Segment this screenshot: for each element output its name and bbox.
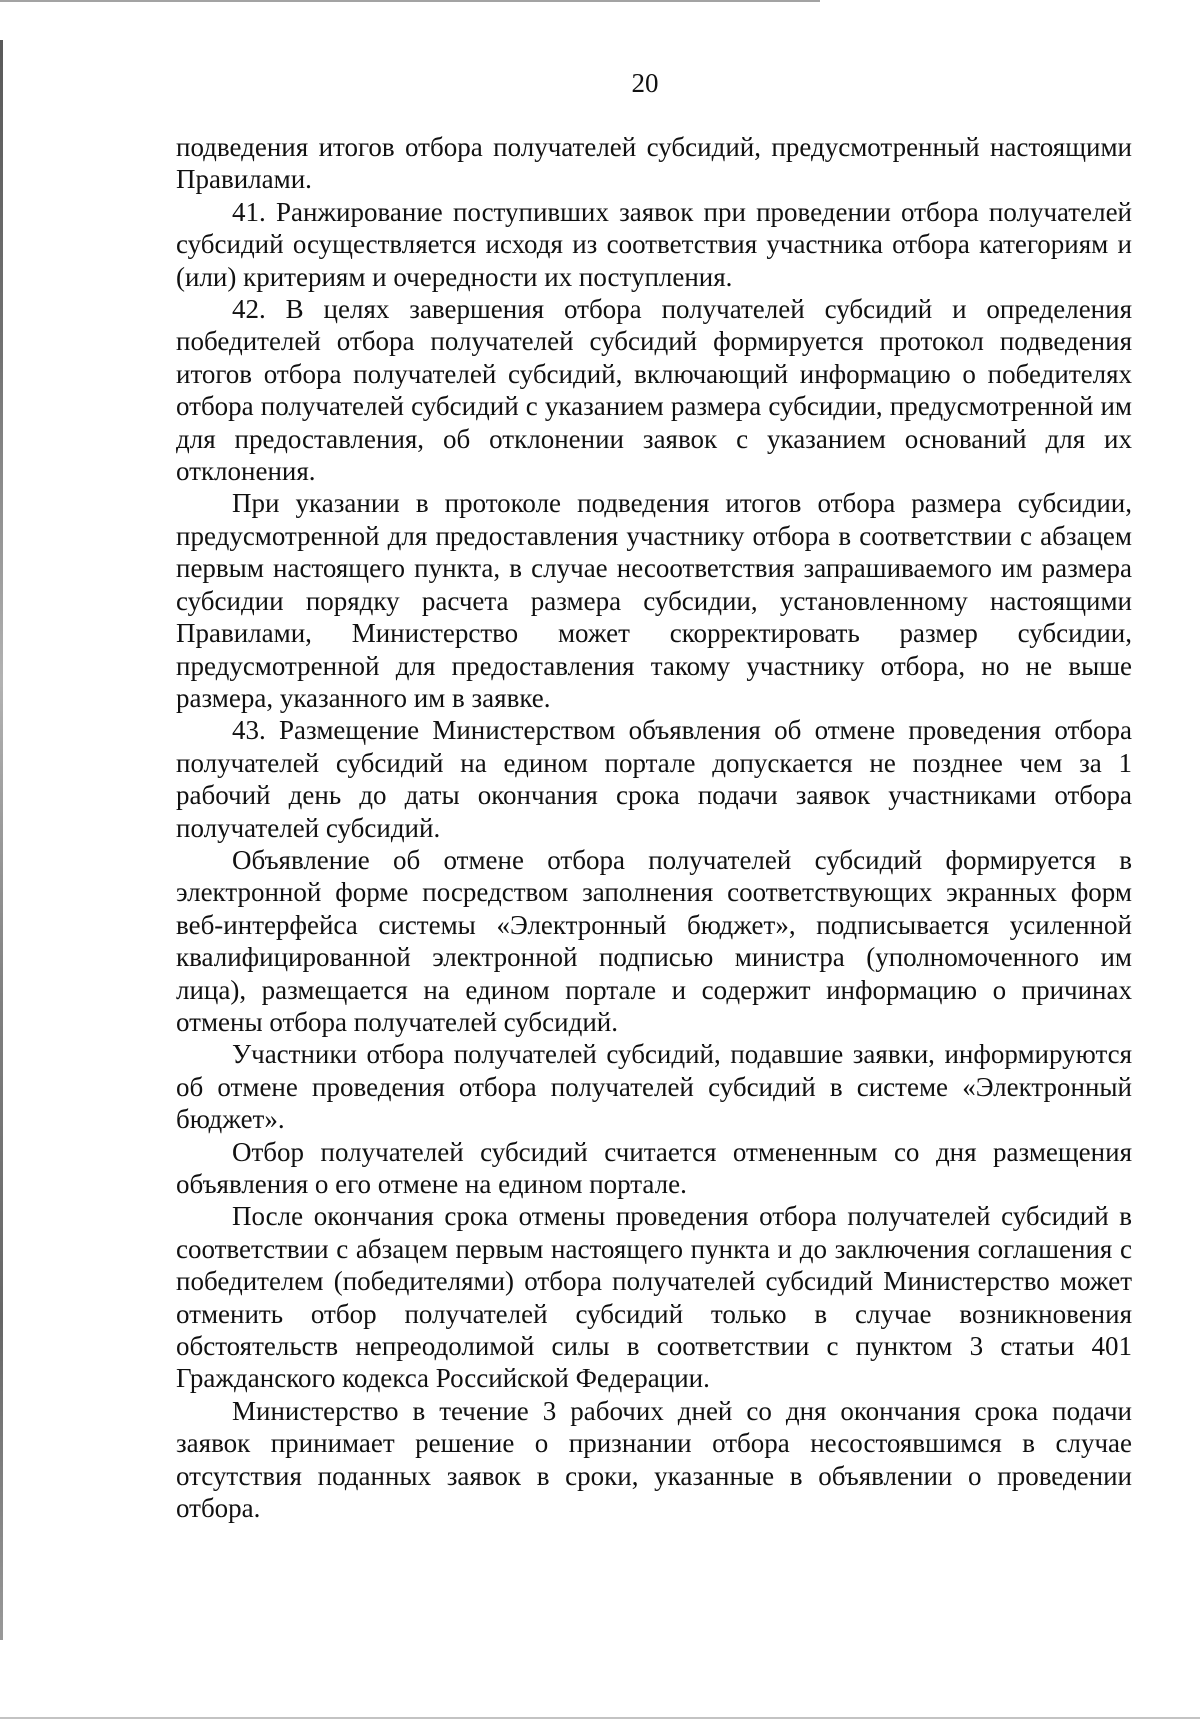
paragraph-clause-43-cancelled: Отбор получателей субсидий считается отмененным со дня размещения объявления о его отмене на едином портале. [176,1136,1132,1199]
scan-edge-left [0,40,3,1640]
paragraph-clause-42-protocol: При указании в протоколе подведения итогов отбора размера субсидии, предусмотренной для предоставления участнику отбора в соответствии с абзацем первым настоящего пункта, в случае несоответствия запрашиваемого им размера субсидии порядку расчета размера субсидии, установленному настоящими Правилами, Министерство может скорректировать размер субсидии, предусмотренной для предоставления такому участнику отбора, но не выше размера, указанного им в заявке. [176,488,1132,713]
paragraph-clause-43: 43. Размещение Министерством объявления об отмене проведения отбора получателей субсидий на едином портале допускается не позднее чем за 1 рабочий день до даты окончания срока подачи заявок участниками отбора получателей субсидий. [176,715,1132,843]
scan-edge-top [0,0,820,2]
paragraph-continuation: подведения итогов отбора получателей субсидий, предусмотренный настоящими Правилами. [176,132,1132,195]
paragraph-clause-41: 41. Ранжирование поступивших заявок при проведении отбора получателей субсидий осуществляется исходя из соответствия участника отбора категориям и (или) критериям и очередности их поступления. [176,196,1132,292]
paragraph-clause-43-participants: Участники отбора получателей субсидий, подавшие заявки, информируются об отмене проведения отбора получателей субсидий в системе «Электронный бюджет». [176,1039,1132,1135]
paragraph-clause-43-announcement: Объявление об отмене отбора получателей субсидий формируется в электронной форме посредством заполнения соответствующих экранных форм веб-интерфейса системы «Электронный бюджет», подписывается усиленной квалифицированной электронной подписью министра (уполномоченного им лица), размещается на едином портале и содержит информацию о причинах отмены отбора получателей субсидий. [176,844,1132,1037]
paragraph-clause-43-failed-selection: Министерство в течение 3 рабочих дней со дня окончания срока подачи заявок принимает решение о признании отбора несостоявшимся в случае отсутствия поданных заявок в сроки, указанные в объявлении о проведении отбора. [176,1395,1132,1524]
document-body [176,131,1132,1524]
paragraph-clause-43-force-majeure: После окончания срока отмены проведения отбора получателей субсидий в соответствии с абзацем первым настоящего пункта и до заключения соглашения с победителем (победителями) отбора получателей субсидий Министерство может отменить отбор получателей субсидий только в случае возникновения обстоятельств непреодолимой силы в соответствии с пунктом 3 статьи 401 Гражданского кодекса Российской Федерации. [176,1201,1132,1394]
paragraph-clause-42: 42. В целях завершения отбора получателей субсидий и определения победителей отбора получателей субсидий формируется протокол подведения итогов отбора получателей субсидий, включающий информацию о победителях отбора получателей субсидий с указанием размера субсидии, предусмотренной им для предоставления, об отклонении заявок с указанием оснований для их отклонения. [176,294,1132,487]
page-number: 20 [631,68,659,98]
